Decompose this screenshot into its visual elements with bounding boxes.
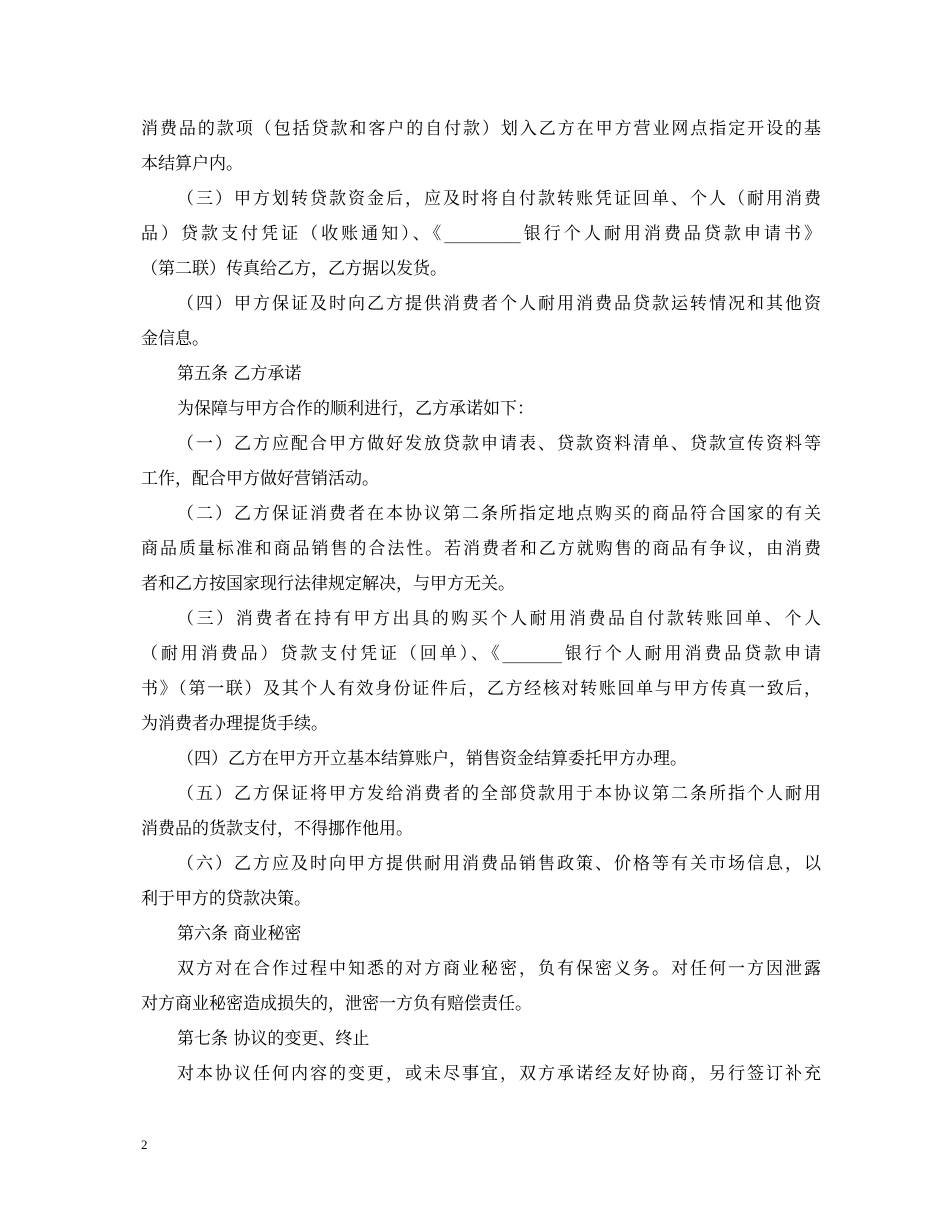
text-line: （四）甲方保证及时向乙方提供消费者个人耐用消费品贷款运转情况和其他资 <box>177 294 821 314</box>
text-line: （第二联）传真给乙方，乙方据以发货。 <box>141 259 447 279</box>
section-heading: 第七条 协议的变更、终止 <box>177 1029 370 1049</box>
text-line: （六）乙方应及时向甲方提供耐用消费品销售政策、价格等有关市场信息，以 <box>177 854 821 874</box>
text-line: （耐用消费品）贷款支付凭证（回单）、《_______银行个人耐用消费品贷款申请 <box>141 644 821 664</box>
text-line: 对本协议任何内容的变更，或未尽事宜，双方承诺经友好协商，另行签订补充 <box>177 1064 821 1084</box>
text-line: 金信息。 <box>141 329 209 349</box>
section-heading: 第六条 商业秘密 <box>177 924 302 944</box>
text-line: 消费品的货款支付，不得挪作他用。 <box>141 819 413 839</box>
text-line: 利于甲方的贷款决策。 <box>141 889 311 909</box>
text-line: 对方商业秘密造成损失的，泄密一方负有赔偿责任。 <box>141 994 532 1014</box>
text-line: 为消费者办理提货手续。 <box>141 714 328 734</box>
text-line: 商品质量标准和商品销售的合法性。若消费者和乙方就购售的商品有争议，由消费 <box>141 539 821 559</box>
text-line: （三）甲方划转贷款资金后，应及时将自付款转账凭证回单、个人（耐用消费 <box>177 189 821 209</box>
text-line: 双方对在合作过程中知悉的对方商业秘密，负有保密义务。对任何一方因泄露 <box>177 959 821 979</box>
text-line: 品）贷款支付凭证（收账通知）、《_________银行个人耐用消费品贷款申请书》 <box>141 224 821 244</box>
text-line: （三）消费者在持有甲方出具的购买个人耐用消费品自付款转账回单、个人 <box>177 609 821 629</box>
text-line: （五）乙方保证将甲方发给消费者的全部贷款用于本协议第二条所指个人耐用 <box>177 784 821 804</box>
text-line: 书》（第一联）及其个人有效身份证件后，乙方经核对转账回单与甲方传真一致后， <box>141 679 821 699</box>
page-number: 2 <box>141 1137 148 1152</box>
text-line: 消费品的款项（包括贷款和客户的自付款）划入乙方在甲方营业网点指定开设的基 <box>141 119 821 139</box>
section-heading: 第五条 乙方承诺 <box>177 364 302 384</box>
text-line: 者和乙方按国家现行法律规定解决，与甲方无关。 <box>141 574 515 594</box>
document-body <box>141 112 821 1092</box>
text-line: 为保障与甲方合作的顺利进行，乙方承诺如下： <box>177 399 534 419</box>
text-line: （四）乙方在甲方开立基本结算账户，销售资金结算委托甲方办理。 <box>177 749 687 769</box>
text-line: （一）乙方应配合甲方做好发放贷款申请表、贷款资料清单、贷款宣传资料等 <box>177 434 821 454</box>
text-line: （二）乙方保证消费者在本协议第二条所指定地点购买的商品符合国家的有关 <box>177 504 821 524</box>
text-line: 工作，配合甲方做好营销活动。 <box>141 469 379 489</box>
text-line: 本结算户内。 <box>141 154 243 174</box>
